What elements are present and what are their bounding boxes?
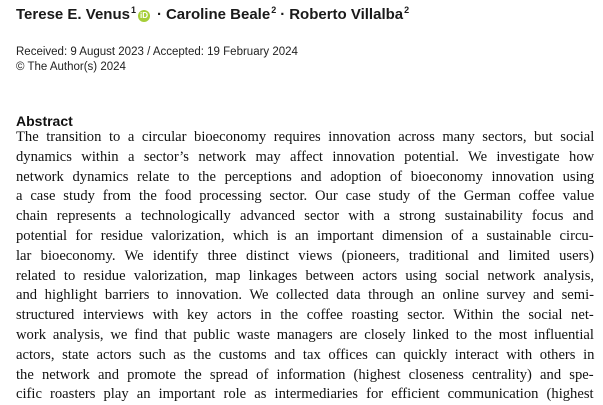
author-separator: · xyxy=(156,6,162,23)
affiliation-marker: 2 xyxy=(404,5,410,15)
received-accepted-dates: Received: 9 August 2023 / Accepted: 19 February 2024 xyxy=(16,46,298,58)
copyright-notice: © The Author(s) 2024 xyxy=(16,61,126,73)
abstract-heading: Abstract xyxy=(16,113,73,129)
author-separator: · xyxy=(280,6,286,23)
abstract-line: a case study from the food processing sector. Our case study of the German coffee value xyxy=(16,188,595,205)
abstract-line: potential for residue valorization, which is an important dimension of a sustainable circu- xyxy=(16,227,594,244)
abstract-line: related to residue valorization, map linkages between actors using social network analysis, xyxy=(16,267,595,284)
abstract-line: lar bioeconomy. We identify three distinct views (pioneers, traditional and limited users) xyxy=(16,247,594,264)
abstract-line: the network and promote the spread of information (highest closeness centrality) and spe- xyxy=(16,366,594,383)
abstract-line: structured interviews with key actors in the coffee roasting sector. Within the social net- xyxy=(16,307,594,324)
abstract-line: network dynamics relate to the perceptions and adoption of bioeconomy innovation using xyxy=(16,168,595,185)
abstract-line: actors, state actors such as the customs and tax offices can quickly interact with others in xyxy=(16,346,595,363)
article-history xyxy=(16,45,298,75)
author-name[interactable]: Terese E. Venus xyxy=(16,6,130,23)
abstract-line: dynamics within a sector’s network may affect innovation potential. We investigate how xyxy=(16,148,595,165)
abstract-line: cific roasters play an important role as intermediaries for efficient communication (highest xyxy=(16,386,594,403)
abstract-line: work analysis, we find that public waste managers are closely linked to the most influential xyxy=(16,326,594,343)
author-name[interactable]: Caroline Beale xyxy=(165,6,271,23)
abstract-line: and highlight barriers to innovation. We collected data through an online survey and semi- xyxy=(16,287,595,304)
affiliation-marker: 1 xyxy=(130,5,136,15)
abstract-line: chain represents a technologically advanced sector with a strong sustainability focus and xyxy=(16,208,594,225)
author-name[interactable]: Roberto Villalba xyxy=(289,6,404,23)
orcid-icon[interactable]: iD xyxy=(139,11,148,20)
author-list xyxy=(16,0,409,25)
abstract-line: The transition to a circular bioeconomy requires innovation across many sectors, but social xyxy=(16,129,595,145)
abstract-body xyxy=(16,128,594,405)
affiliation-marker: 2 xyxy=(271,5,277,15)
